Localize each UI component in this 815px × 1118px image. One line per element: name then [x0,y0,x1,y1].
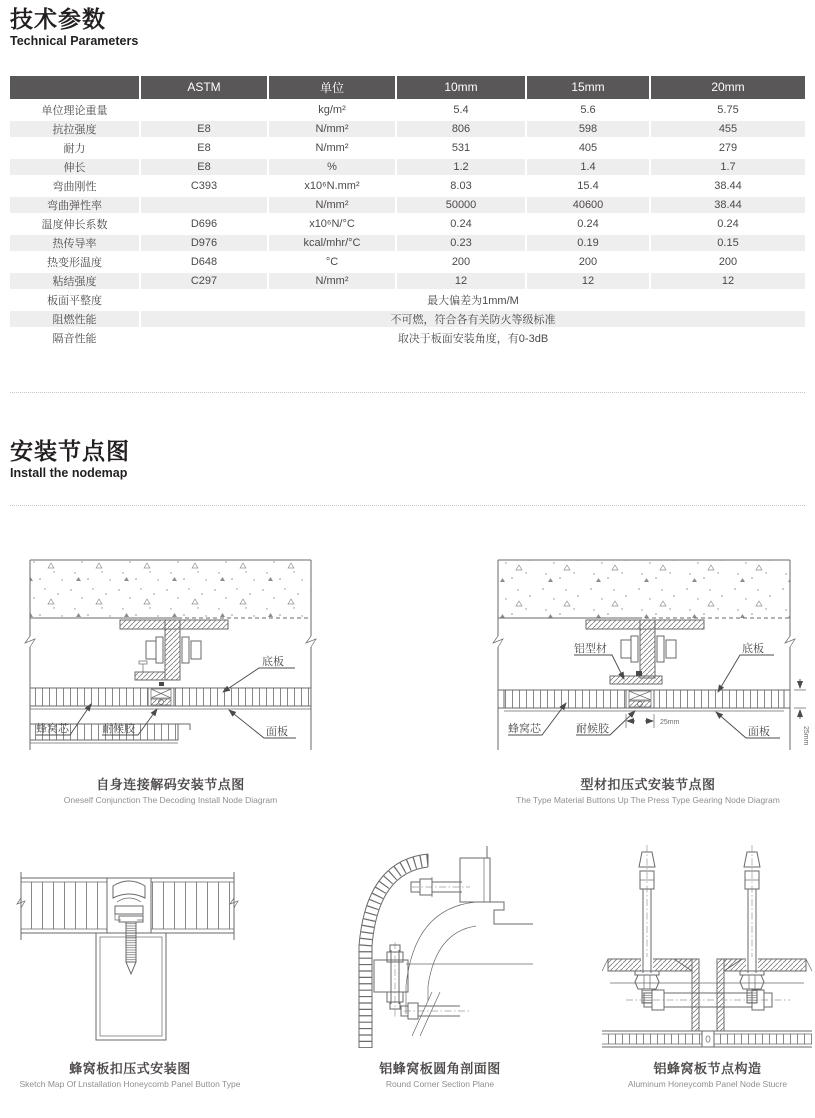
value-10mm: 0.24 [396,214,526,233]
param-unit: °C [268,252,396,271]
label-bottom-plate: 底板 [262,656,284,668]
table-row [10,252,805,271]
param-name: 热变形温度 [10,252,140,271]
value-15mm: 40600 [526,195,650,214]
value-15mm: 1.4 [526,157,650,176]
value-20mm: 279 [650,138,805,157]
caption-en: The Type Material Buttons Up The Press Type Gearing Node Diagram [516,795,780,805]
table-row [10,309,805,328]
label-weather-sealant: 耐候胶 [576,723,609,735]
value-20mm: 38.44 [650,176,805,195]
value-15mm: 5.6 [526,100,650,119]
top-right-bracket [406,846,533,964]
param-name: 隔音性能 [10,328,140,347]
caption-en: Oneself Conjunction The Decoding Install Node Diagram [63,795,278,805]
dimension-panel-thickness [794,679,809,746]
value-15mm: 598 [526,119,650,138]
header-blank [10,76,140,100]
parameters-table [10,76,805,349]
table-row [10,176,805,195]
table-header-row [10,76,805,100]
param-span-value: 最大偏差为1mm/M [140,290,805,309]
param-name: 单位理论重量 [10,100,140,119]
label-weather-sealant: 耐候胶 [102,723,135,735]
table-row [10,328,805,347]
mid-left-bracket [374,942,408,1018]
table-row [10,100,805,119]
dim-joint-width: 25mm [660,719,680,726]
value-20mm: 0.15 [650,233,805,252]
concrete-slab [498,560,790,618]
value-20mm: 455 [650,119,805,138]
section-divider-rule [10,505,805,506]
value-15mm: 200 [526,252,650,271]
caption-zh: 铝蜂窝板节点构造 [653,1061,762,1076]
param-unit: kg/m² [268,100,396,119]
header-15mm: 15mm [526,76,650,100]
param-span-value: 取决于板面安装角度，有0-3dB [140,328,805,347]
param-astm [140,100,268,119]
diagram-panel-button-type [15,872,240,1047]
value-20mm: 38.44 [650,195,805,214]
table-row [10,290,805,309]
title-zh: 安装节点图 [10,438,130,464]
honeycomb-panel-right [151,878,234,933]
honeycomb-panel [602,1031,812,1048]
param-name: 板面平整度 [10,290,140,309]
table-row [10,195,805,214]
caption-zh: 自身连接解码安装节点图 [96,777,245,792]
header-20mm: 20mm [650,76,805,100]
section-title-technical-parameters [10,6,138,48]
diagram-self-connection-node [18,548,323,760]
value-20mm: 5.75 [650,100,805,119]
param-name: 弯曲弹性率 [10,195,140,214]
value-20mm: 0.24 [650,214,805,233]
concrete-slab [30,560,311,618]
honeycomb-panel [30,687,311,709]
value-15mm: 0.24 [526,214,650,233]
header-astm: ASTM [140,76,268,100]
diagram-panel-node-structure [598,843,815,1050]
param-name: 阻燃性能 [10,309,140,328]
param-astm: E8 [140,157,268,176]
param-astm: D696 [140,214,268,233]
param-name: 伸长 [10,157,140,176]
param-name: 粘结强度 [10,271,140,290]
param-unit: x10⁶N.mm² [268,176,396,195]
diagram-profile-press-node [488,548,813,760]
section-title-install-nodemap [10,438,130,480]
param-unit: kcal/mhr/°C [268,233,396,252]
leader-face-panel [716,712,780,738]
value-10mm: 531 [396,138,526,157]
table-row [10,138,805,157]
value-20mm: 12 [650,271,805,290]
bottom-bolt [401,992,470,1036]
header-10mm: 10mm [396,76,526,100]
param-name: 温度伸长系数 [10,214,140,233]
honeycomb-panel-left [21,878,107,933]
caption-zh: 铝蜂窝板圆角剖面图 [379,1061,501,1076]
leader-bottom-plate [718,641,774,692]
param-unit: N/mm² [268,271,396,290]
value-15mm: 15.4 [526,176,650,195]
table-row [10,157,805,176]
table-row [10,214,805,233]
param-unit: % [268,157,396,176]
table-row [10,271,805,290]
param-astm [140,195,268,214]
caption-zh: 蜂窝板扣压式安装图 [69,1061,191,1076]
label-honeycomb-core: 蜂窝芯 [508,723,541,735]
value-15mm: 405 [526,138,650,157]
caption-en: Sketch Map Of Lnstallation Honeycomb Panel Button Type [19,1079,241,1089]
param-unit: x10⁶N/°C [268,214,396,233]
anchor-bolt-left [639,845,655,975]
param-name: 热传导率 [10,233,140,252]
value-10mm: 8.03 [396,176,526,195]
param-astm: D648 [140,252,268,271]
anchor-nut-left [635,971,659,1003]
param-span-value: 不可燃，符合各有关防火等级标准 [140,309,805,328]
param-astm: C297 [140,271,268,290]
title-zh: 技术参数 [10,6,106,32]
value-20mm: 1.7 [650,157,805,176]
honeycomb-panel [498,689,790,711]
dimension-joint-width [626,714,680,728]
param-astm: E8 [140,138,268,157]
param-unit: N/mm² [268,119,396,138]
table-bottom-rule [10,392,805,393]
label-honeycomb-core: 蜂窝芯 [36,723,69,735]
table-row [10,119,805,138]
caption-node-structure [590,1058,815,1089]
caption-self-connection [18,774,323,805]
caption-profile-press [483,774,813,805]
value-10mm: 200 [396,252,526,271]
button-clip [107,878,151,920]
value-20mm: 200 [650,252,805,271]
label-aluminum-profile: 铝型材 [574,643,607,655]
param-astm: D976 [140,233,268,252]
leader-face-panel [229,710,296,738]
title-en: Technical Parameters [10,34,139,49]
value-15mm: 0.19 [526,233,650,252]
caption-en: Aluminum Honeycomb Panel Node Stucre [627,1079,788,1089]
value-10mm: 0.23 [396,233,526,252]
label-face-panel: 面板 [748,726,770,738]
diagram-round-corner-section [348,846,533,1054]
caption-zh: 型材扣压式安装节点图 [580,777,716,792]
leader-aluminum-profile [574,641,624,679]
param-name: 弯曲刚性 [10,176,140,195]
value-15mm: 12 [526,271,650,290]
param-unit: N/mm² [268,195,396,214]
table-row [10,233,805,252]
dim-panel-thickness: 25mm [802,726,809,746]
header-unit: 单位 [268,76,396,100]
leader-bottom-plate [223,654,295,692]
caption-button-type [15,1058,245,1089]
value-10mm: 5.4 [396,100,526,119]
value-10mm: 1.2 [396,157,526,176]
inner-bent-sheets [406,902,476,1014]
hanger-bracket [120,620,228,686]
param-astm: C393 [140,176,268,195]
caption-round-corner [345,1058,535,1089]
caption-en: Round Corner Section Plane [385,1079,495,1089]
anchor-bolt-right [744,845,760,975]
label-bottom-plate: 底板 [742,643,764,655]
value-10mm: 806 [396,119,526,138]
label-face-panel: 面板 [266,726,288,738]
value-10mm: 12 [396,271,526,290]
title-en: Install the nodemap [10,466,128,481]
param-astm: E8 [140,119,268,138]
value-10mm: 50000 [396,195,526,214]
param-name: 耐力 [10,138,140,157]
param-unit: N/mm² [268,138,396,157]
fixing-screw [119,916,143,974]
param-name: 抗拉强度 [10,119,140,138]
